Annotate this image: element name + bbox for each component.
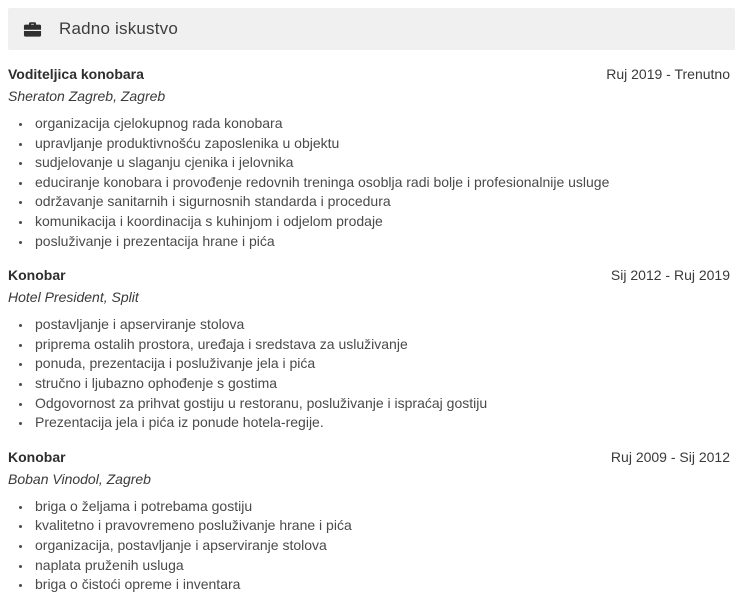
section-header <box>8 8 735 50</box>
job-bullet: • stručno i ljubazno ophođenje s gostima <box>32 374 730 394</box>
job-dates: Ruj 2019 - Trenutno <box>606 66 730 82</box>
job-entry <box>8 267 730 433</box>
job-bullet: • organizacija cjelokupnog rada konobara <box>32 114 730 134</box>
job-entry-left <box>8 66 165 105</box>
job-company: Hotel President, Split <box>8 289 139 306</box>
job-bullet: • održavanje sanitarnih i sigurnosnih standarda i procedura <box>32 192 730 212</box>
job-bullet: • organizacija, postavljanje i apserviranje stolova <box>32 536 730 556</box>
job-title: Konobar <box>8 448 66 465</box>
job-entry-left <box>8 449 151 488</box>
job-title: Konobar <box>8 267 66 284</box>
job-dates: Ruj 2009 - Sij 2012 <box>610 448 730 465</box>
job-entry-header <box>8 267 730 306</box>
job-bullet: • sudjelovanje u slaganju cjenika i jelovnika <box>32 153 730 173</box>
job-bullet-list <box>8 497 730 595</box>
job-bullet: • kvalitetno i pravovremeno posluživanje hrane i pića <box>32 516 730 536</box>
briefcase-icon <box>23 20 42 39</box>
job-bullet-list <box>8 315 730 433</box>
job-company: Boban Vinodol, Zagreb <box>8 470 151 487</box>
job-bullet: • posluživanje i prezentacija hrane i pića <box>32 232 730 252</box>
job-dates: Sij 2012 - Ruj 2019 <box>610 267 730 284</box>
job-bullet: • briga o željama i potrebama gostiju <box>32 497 730 517</box>
job-bullet: • komunikacija i koordinacija s kuhinjom i odjelom prodaje <box>32 212 730 232</box>
job-bullet: • postavljanje i apserviranje stolova <box>32 315 730 335</box>
job-bullet: • ponuda, prezentacija i posluživanje jela i pića <box>32 354 730 374</box>
job-bullet-list <box>8 114 730 251</box>
job-entry-left <box>8 267 139 306</box>
job-bullet: • upravljanje produktivnošću zaposlenika u objektu <box>32 134 730 154</box>
job-bullet: • naplata pruženih usluga <box>32 556 730 576</box>
resume-page <box>0 8 752 595</box>
job-bullet: • Odgovornost za prihvat gostiju u restoranu, posluživanje i ispraćaj gostiju <box>32 394 730 414</box>
job-bullet: • priprema ostalih prostora, uređaja i sredstava za usluživanje <box>32 335 730 355</box>
job-entry <box>8 66 730 251</box>
job-title: Voditeljica konobara <box>8 66 144 82</box>
job-entry-header <box>8 66 730 105</box>
job-entry <box>8 449 730 595</box>
job-company: Sheraton Zagreb, Zagreb <box>8 88 166 104</box>
job-bullet: • educiranje konobara i provođenje redovnih treninga osoblja radi bolje i profesionalnije usluge <box>32 173 730 193</box>
job-bullet: • briga o čistoći opreme i inventara <box>32 575 730 595</box>
job-entries <box>0 66 752 595</box>
section-title: Radno iskustvo <box>59 19 179 38</box>
job-bullet: • Prezentacija jela i pića iz ponude hotela-regije. <box>32 413 730 433</box>
job-entry-header <box>8 449 730 488</box>
